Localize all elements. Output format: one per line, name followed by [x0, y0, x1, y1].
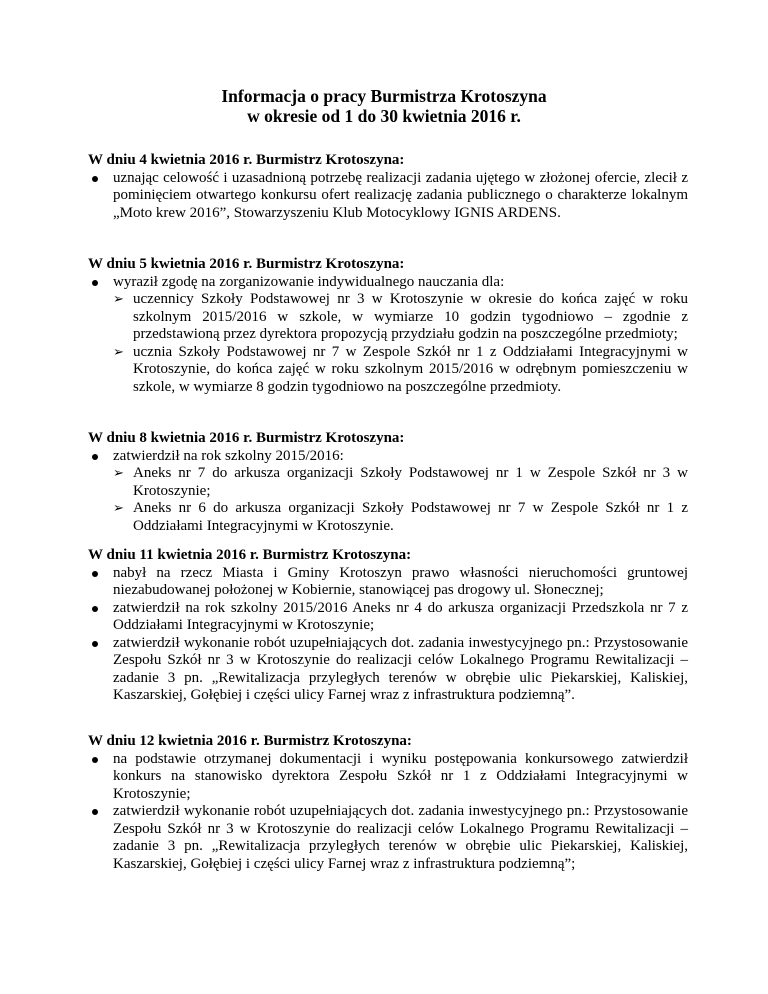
bullet-list — [88, 274, 688, 397]
bullet-list — [88, 170, 688, 223]
list-item-text: wyraził zgodę na zorganizowanie indywidualnego nauczania dla: — [113, 273, 505, 290]
sub-list-item: ➢ uczennicy Szkoły Podstawowej nr 3 w Krotoszynie w okresie do końca zajęć w roku szkolnym 2015/2016 w szkole, w wymiarze 10 godzin tygodniowo – zgodnie z przedstawioną przez dyrektora propozycją przydziału godzin na poszczególne przedmioty; — [113, 291, 688, 344]
list-item — [88, 274, 688, 397]
section-april-5 — [88, 256, 688, 396]
sub-list — [113, 291, 688, 396]
list-item-text: zatwierdził na rok szkolny 2015/2016: — [113, 447, 344, 464]
sub-list-item: ➢ Aneks nr 6 do arkusza organizacji Szkoły Podstawowej nr 7 w Zespole Szkół nr 1 z Oddziałami Integracyjnymi w Krotoszynie. — [113, 500, 688, 535]
bullet-list — [88, 565, 688, 705]
section-heading: W dniu 8 kwietnia 2016 r. Burmistrz Krotoszyna: — [88, 430, 405, 446]
list-item: uznając celowość i uzasadnioną potrzebę realizacji zadania ujętego w złożonej ofercie, zlecił z pominięciem otwartego konkursu ofert realizację zadania publicznego o charakterze lokalnym „Moto krew 2016”, Stowarzyszeniu Klub Motocyklowy IGNIS ARDENS. — [88, 170, 688, 223]
list-item: nabył na rzecz Miasta i Gminy Krotoszyn prawo własności nieruchomości gruntowej niezabudowanej położonej w Kobiernie, stanowiącej pas drogowy ul. Słonecznej; — [88, 565, 688, 600]
title-line-2: w okresie od 1 do 30 kwietnia 2016 r. — [247, 106, 521, 126]
list-item: zatwierdził wykonanie robót uzupełniających dot. zadania inwestycyjnego pn.: Przystosowanie Zespołu Szkół nr 3 w Krotoszynie do realizacji celów Lokalnego Programu Rewitalizacji – zadanie 3 pn. „Rewitalizacja przyległych terenów w obrębie ulic Piekarskiej, Kaliskiej, Kaszarskiej, Gołębiej i części ulicy Farnej wraz z infrastruktura podziemną”; — [88, 803, 688, 873]
section-heading: W dniu 12 kwietnia 2016 r. Burmistrz Krotoszyna: — [88, 733, 412, 749]
list-item: na podstawie otrzymanej dokumentacji i wyniku postępowania konkursowego zatwierdził konkurs na stanowisko dyrektora Zespołu Szkół nr 1 z Oddziałami Integracyjnymi w Krotoszynie; — [88, 751, 688, 804]
document-title — [0, 86, 768, 126]
list-item: zatwierdził na rok szkolny 2015/2016 Aneks nr 4 do arkusza organizacji Przedszkola nr 7 z Oddziałami Integracyjnymi w Krotoszynie; — [88, 600, 688, 635]
sub-list — [113, 465, 688, 535]
section-april-12 — [88, 733, 688, 873]
sub-list-item: ➢ Aneks nr 7 do arkusza organizacji Szkoły Podstawowej nr 1 w Zespole Szkół nr 3 w Krotoszynie; — [113, 465, 688, 500]
list-item: zatwierdził wykonanie robót uzupełniających dot. zadania inwestycyjnego pn.: Przystosowanie Zespołu Szkół nr 3 w Krotoszynie do realizacji celów Lokalnego Programu Rewitalizacji – zadanie 3 pn. „Rewitalizacja przyległych terenów w obrębie ulic Piekarskiej, Kaliskiej, Kaszarskiej, Gołębiej i części ulicy Farnej wraz z infrastruktura podziemną”. — [88, 635, 688, 705]
section-heading: W dniu 11 kwietnia 2016 r. Burmistrz Krotoszyna: — [88, 547, 412, 563]
sub-list-item: ➢ ucznia Szkoły Podstawowej nr 7 w Zespole Szkół nr 1 z Oddziałami Integracyjnymi w Krotoszynie, do końca zajęć w roku szkolnym 2015/2016 w odrębnym pomieszczeniu w szkole, w wymiarze 8 godzin tygodniowo na poszczególne przedmioty. — [113, 344, 688, 397]
list-item — [88, 448, 688, 536]
section-april-4 — [88, 152, 688, 222]
title-line-1: Informacja o pracy Burmistrza Krotoszyna — [221, 86, 547, 106]
section-heading: W dniu 5 kwietnia 2016 r. Burmistrz Krotoszyna: — [88, 256, 405, 272]
section-april-8 — [88, 430, 688, 535]
section-april-11 — [88, 547, 688, 705]
section-heading: W dniu 4 kwietnia 2016 r. Burmistrz Krotoszyna: — [88, 152, 405, 168]
bullet-list — [88, 751, 688, 874]
bullet-list — [88, 448, 688, 536]
